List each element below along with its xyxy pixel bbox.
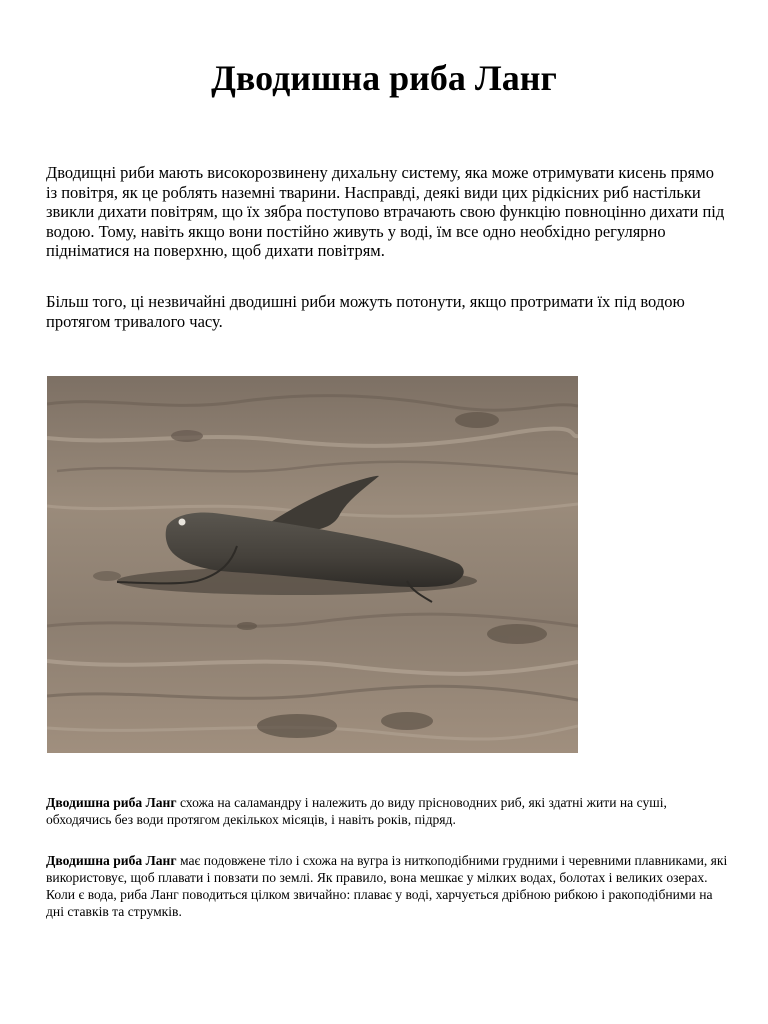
detail-2-bold: Дводишна риба Ланг	[46, 853, 177, 868]
fish-eye	[179, 519, 186, 526]
detail-1-text: схожа на саламандру і належить до виду прісноводних риб, які здатні жити на суші, обходячись без води протягом декількох місяців, і навіть років, підряд.	[46, 795, 667, 827]
detail-paragraph-2	[46, 852, 728, 920]
page-title: Дводишна риба Ланг	[211, 58, 557, 98]
detail-1-bold: Дводишна риба Ланг	[46, 795, 177, 810]
lungfish-photo	[47, 376, 578, 753]
intro-paragraph-2: Більш того, ці незвичайні дводишні риби можуть потонути, якщо протримати їх під водою протягом тривалого часу.	[46, 292, 685, 331]
intro-paragraph-1: Дводищні риби мають високорозвинену дихальну систему, яка може отримувати кисень прямо із повітря, як це роблять наземні тварини. Насправді, деякі види цих рідкісних риб настільки звикли дихати повітрям, що їх зябра поступово втрачають свою функцію повноцінно дихати під водою. Тому, навіть якщо вони постійно живуть у воді, їм все одно необхідно регулярно підніматися на поверхню, щоб дихати повітрям.	[46, 163, 725, 261]
detail-2-text: має подовжене тіло і схожа на вугра із ниткоподібними грудними і черевними плавниками, які використовує, щоб плавати і повзати по землі. Як правило, вона мешкає у мілких водах, болотах і великих озерах. Коли є вода, риба Ланг поводиться цілком звичайно: плаває у воді, харчується дрібною рибкою і ракоподібними на дні ставків та струмків.	[46, 853, 728, 919]
detail-paragraph-1	[46, 794, 728, 828]
